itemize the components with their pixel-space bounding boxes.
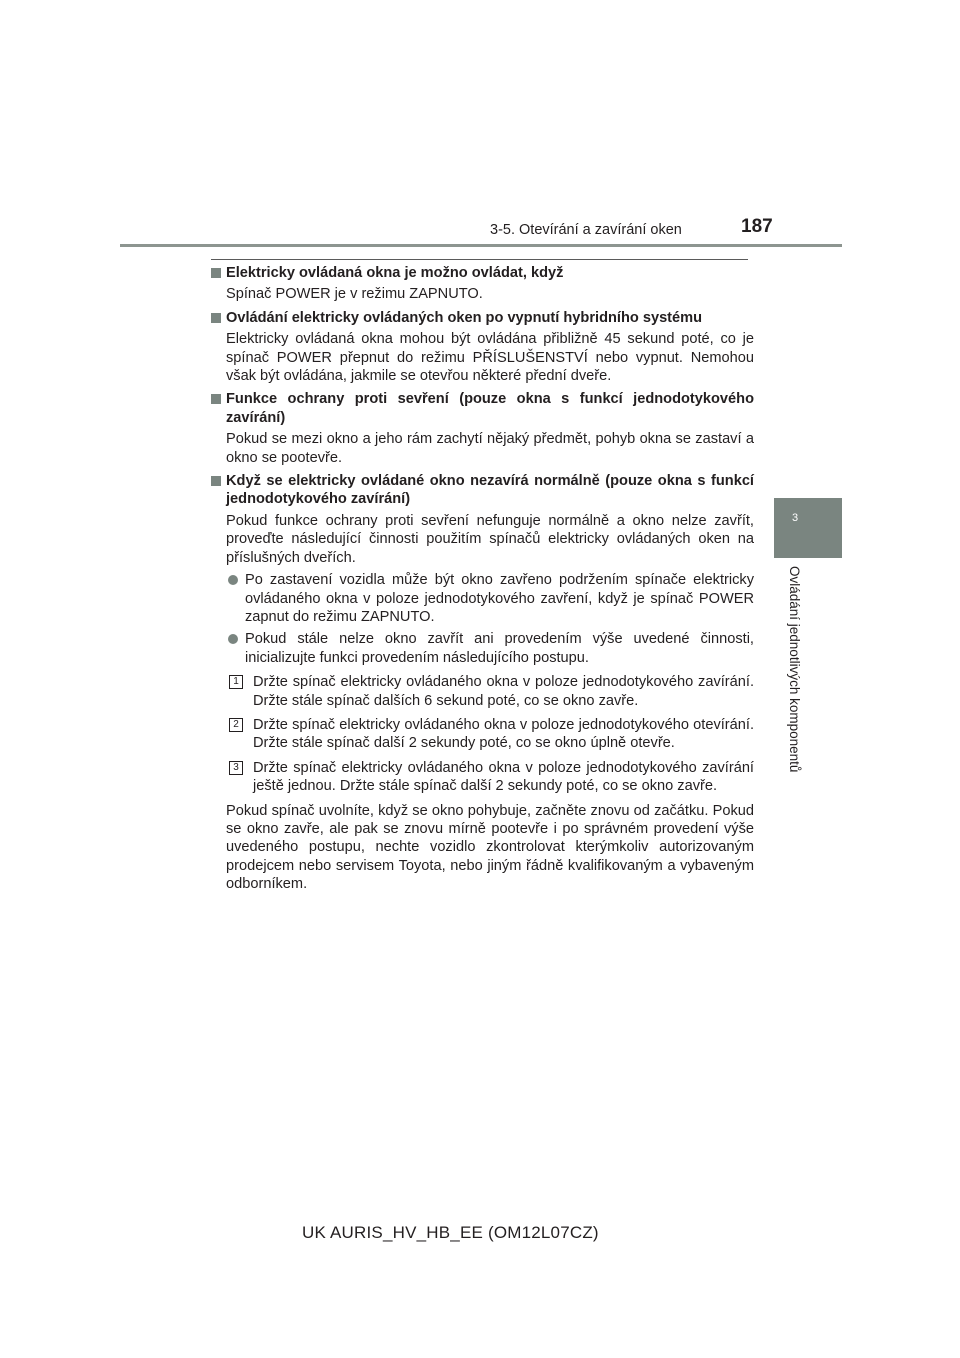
circle-bullet-icon: [228, 575, 238, 585]
section-title-text: Když se elektricky ovládané okno nezavírá normálně (pouze okna s funkcí jednodotykového zavírání): [226, 473, 754, 508]
section-title: [209, 309, 754, 327]
section-text: Elektricky ovládaná okna mohou být ovládána přibližně 45 sekund poté, co je spínač POWER přepnut do režimu PŘÍSLUŠENSTVÍ nebo vypnut. Nemohou však být ovládána, jakmile se otevřou některé přední dveře.: [226, 331, 754, 385]
square-bullet-icon: [211, 268, 221, 278]
bullet-text: Pokud stále nelze okno zavřít ani provedením výše uvedené činnosti, inicializujte funkci provedením následujícího postupu.: [245, 631, 754, 666]
section: [209, 472, 754, 894]
step-item: [209, 716, 754, 753]
section-title-text: Funkce ochrany proti sevření (pouze okna s funkcí jednodotykového zavírání): [226, 391, 754, 426]
list-item: [226, 571, 754, 626]
section-title: [209, 472, 754, 509]
section: [209, 264, 754, 304]
step-number-box: 3: [229, 761, 243, 775]
step-text: Držte spínač elektricky ovládaného okna v poloze jednodotykového zavírání. Držte stále spínač dalších 6 sekund poté, co se okno zavře.: [253, 674, 754, 709]
square-bullet-icon: [211, 313, 221, 323]
header-section-title: 3-5. Otevírání a zavírání oken: [490, 222, 682, 238]
list-item: [226, 630, 754, 667]
section-title: [209, 264, 754, 282]
side-tab-number: 3: [792, 512, 799, 524]
content-rule: [211, 259, 748, 260]
section-text: Spínač POWER je v režimu ZAPNUTO.: [226, 286, 483, 303]
section-text: Pokud se mezi okno a jeho rám zachytí nějaký předmět, pohyb okna se zastaví a okno se pootevře.: [226, 431, 754, 466]
side-tab-label: Ovládání jednotlivých komponentů: [787, 566, 802, 773]
section-title-text: Ovládání elektricky ovládaných oken po vypnutí hybridního systému: [226, 309, 703, 326]
main-content: [209, 264, 754, 899]
section-title-text: Elektricky ovládaná okna je možno ovládat, když: [226, 265, 564, 281]
side-tab: [774, 498, 842, 558]
section: [209, 309, 754, 386]
header-rule: [120, 244, 842, 247]
bullet-text: Po zastavení vozidla může být okno zavřeno podržením spínače elektricky ovládaného okna v poloze jednodotykového zavření, když je spínač POWER zapnut do režimu ZAPNUTO.: [245, 572, 754, 625]
step-item: [209, 673, 754, 710]
square-bullet-icon: [211, 394, 221, 404]
circle-bullet-icon: [228, 634, 238, 644]
step-text: Držte spínač elektricky ovládaného okna v poloze jednodotykového zavírání ještě jednou. Držte stále spínač další 2 sekundy poté, co se okno zavře.: [253, 759, 754, 795]
section-text: Pokud funkce ochrany proti sevření nefunguje normálně a okno nelze zavřít, proveďte následující činnosti použitím spínačů elektricky ovládaných oken na příslušných dveřích.: [226, 512, 754, 566]
section: [209, 390, 754, 467]
final-paragraph: Pokud spínač uvolníte, když se okno pohybuje, začněte znovu od začátku. Pokud se okno zavře, ale pak se znovu mírně pootevře i po správném provedení výše uvedeného postupu, nechte vozidlo zkontrolovat kterýmkoliv autorizovaným prodejcem nebo servisem Toyota, nebo jiným řádně kvalifikovaným a vybaveným odborníkem.: [226, 802, 754, 893]
page-number: 187: [741, 216, 773, 237]
step-number-box: 2: [229, 718, 243, 732]
footer-code: UK AURIS_HV_HB_EE (OM12L07CZ): [302, 1223, 599, 1242]
square-bullet-icon: [211, 476, 221, 486]
step-text: Držte spínač elektricky ovládaného okna v poloze jednodotykového otevírání. Držte stále spínač další 2 sekundy poté, co se okno úplně otevře.: [253, 716, 754, 752]
section-title: [209, 390, 754, 427]
step-item: [209, 759, 754, 796]
step-number-box: 1: [229, 675, 243, 689]
